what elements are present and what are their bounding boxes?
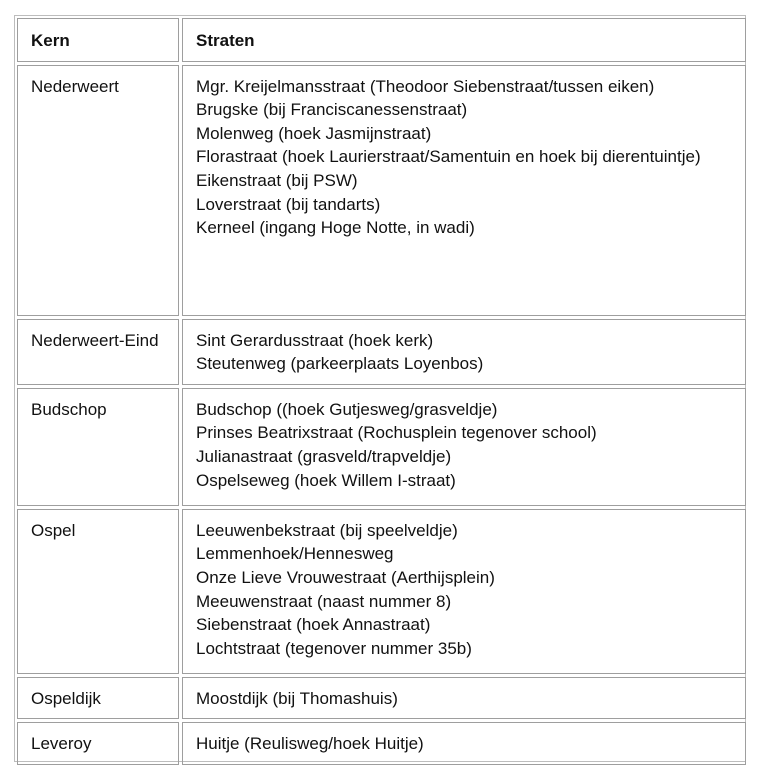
street-item: Siebenstraat (hoek Annastraat) (196, 615, 431, 635)
street-item: Meeuwenstraat (naast nummer 8) (196, 591, 452, 611)
header-straten: Straten (182, 18, 746, 62)
street-item: Loverstraat (bij tandarts) (196, 194, 381, 214)
straten-cell (182, 722, 746, 765)
table-row (17, 319, 746, 385)
kern-straten-table (14, 15, 749, 768)
straten-cell (182, 388, 746, 506)
straten-cell (182, 319, 746, 385)
table-row (17, 677, 746, 720)
street-item: Leeuwenbekstraat (bij speelveldje) (196, 520, 458, 540)
table-row (17, 388, 746, 506)
street-item: Prinses Beatrixstraat (Rochusplein tegenover school) (196, 423, 597, 443)
table-row (17, 722, 746, 765)
street-item: Julianastraat (grasveld/trapveldje) (196, 446, 452, 466)
table-row (17, 65, 746, 316)
kern-cell: Ospel (17, 509, 179, 674)
table-row (17, 509, 746, 674)
street-item: Lemmenhoek/Hennesweg (196, 544, 394, 564)
street-item: Moostdijk (bij Thomashuis) (196, 688, 398, 708)
street-item: Budschop ((hoek Gutjesweg/grasveldje) (196, 399, 498, 419)
street-item: Florastraat (hoek Laurierstraat/Samentuin en hoek bij dierentuintje) (196, 147, 701, 167)
street-item: Brugske (bij Franciscanessenstraat) (196, 100, 468, 120)
street-item: Onze Lieve Vrouwestraat (Aerthijsplein) (196, 567, 495, 587)
street-item: Huitje (Reulisweg/hoek Huitje) (196, 734, 424, 754)
kern-cell: Nederweert-Eind (17, 319, 179, 385)
street-item: Lochtstraat (tegenover nummer 35b) (196, 638, 472, 658)
kern-cell: Leveroy (17, 722, 179, 765)
header-kern: Kern (17, 18, 179, 62)
street-item: Molenweg (hoek Jasmijnstraat) (196, 123, 432, 143)
straten-cell (182, 677, 746, 720)
straten-cell (182, 65, 746, 316)
street-item: Mgr. Kreijelmansstraat (Theodoor Siebenstraat/tussen eiken) (196, 76, 655, 96)
kern-cell: Ospeldijk (17, 677, 179, 720)
street-item: Steutenweg (parkeerplaats Loyenbos) (196, 354, 484, 374)
straten-cell (182, 509, 746, 674)
street-item: Kerneel (ingang Hoge Notte, in wadi) (196, 218, 475, 238)
street-item: Ospelseweg (hoek Willem I-straat) (196, 470, 456, 490)
header-row (17, 18, 746, 62)
kern-cell: Budschop (17, 388, 179, 506)
street-item: Eikenstraat (bij PSW) (196, 170, 358, 190)
street-item: Sint Gerardusstraat (hoek kerk) (196, 330, 434, 350)
kern-cell: Nederweert (17, 65, 179, 316)
